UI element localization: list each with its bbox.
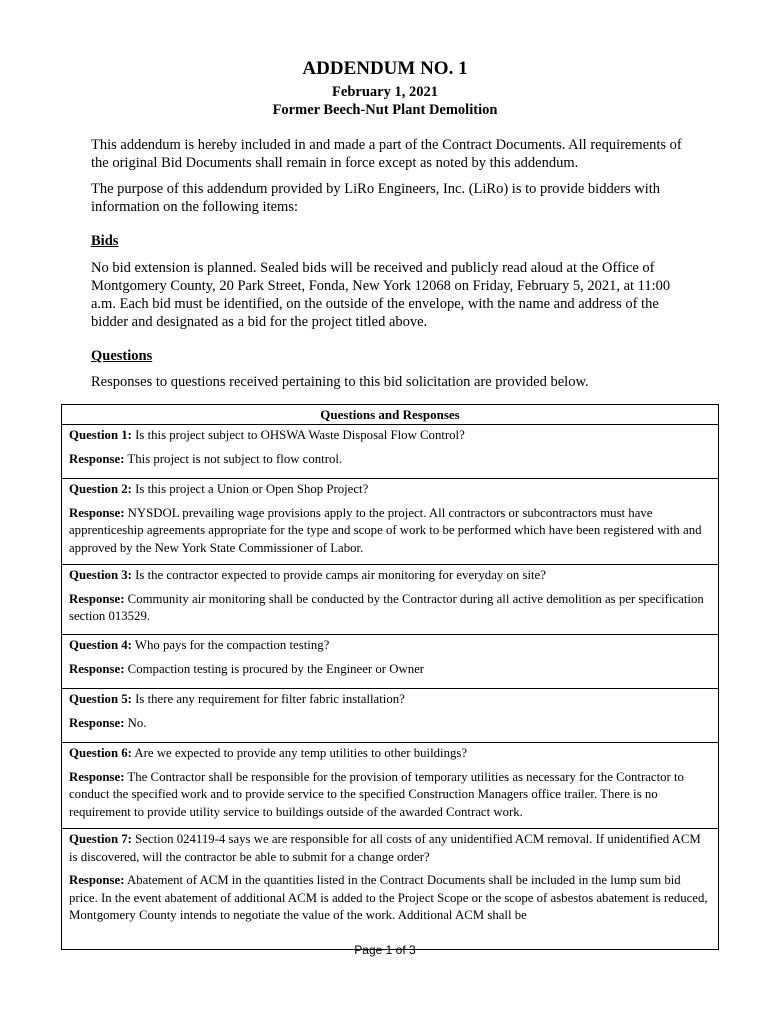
page-title: ADDENDUM NO. 1 (302, 58, 468, 79)
table-row (62, 425, 718, 479)
table-header: Questions and Responses (62, 405, 718, 425)
response-text: Response: NYSDOL prevailing wage provisions apply to the project. All contractors or subcontractors must have apprenticeship agreements appropriate for the type and scope of work to be performed which have been registered with and approved by the New York State Commissioner of Labor. (69, 505, 702, 555)
table-row (62, 743, 718, 829)
response-text: Response: No. (69, 715, 147, 730)
question-text: Question 1: Is this project subject to OHSWA Waste Disposal Flow Control? (69, 428, 465, 442)
intro-paragraph-1: This addendum is hereby included in and made a part of the Contract Documents. All requirements of the original Bid Documents shall remain in force except as noted by this addendum. (91, 137, 682, 171)
question-text: Question 4: Who pays for the compaction testing? (69, 638, 330, 652)
table-row (62, 635, 718, 689)
question-text: Question 7: Section 024119-4 says we are responsible for all costs of any unidentified ACM removal. If unidentified ACM is discovered, will the contractor be able to submit for a change order? (69, 832, 701, 864)
project-name: Former Beech-Nut Plant Demolition (272, 102, 498, 118)
table-row (62, 565, 718, 635)
intro-paragraph-2: The purpose of this addendum provided by LiRo Engineers, Inc. (LiRo) is to provide bidders with information on the following items: (91, 181, 661, 215)
questions-intro: Responses to questions received pertaining to this bid solicitation are provided below. (91, 374, 589, 390)
table-row (62, 829, 718, 930)
page-number: Page 1 of 3 (354, 943, 416, 957)
table-row (62, 689, 718, 743)
response-text: Response: This project is not subject to flow control. (69, 451, 343, 466)
response-text: Response: Abatement of ACM in the quantities listed in the Contract Documents shall be included in the lump sum bid price. In the event abatement of additional ACM is added to the Project Scope or the scope of asbestos abatement is reduced, Montgomery County intends to negotiate the value of the work. Additional ACM shall be (69, 873, 708, 922)
bids-paragraph: No bid extension is planned. Sealed bids will be received and publicly read aloud at the Office of Montgomery County, 20 Park Street, Fonda, New York 12068 on Friday, February 5, 2021, at 11:00 a.m. Each bid must be identified, on the outside of the envelope, with the name and address of the bidder and designated as a bid for the project titled above. (91, 260, 671, 330)
response-text: Response: Community air monitoring shall be conducted by the Contractor during all active demolition as per specification section 013529. (69, 591, 704, 623)
question-text: Question 6: Are we expected to provide any temp utilities to other buildings? (69, 746, 468, 760)
questions-table (61, 404, 719, 950)
document-date: February 1, 2021 (332, 84, 438, 100)
table-row (62, 479, 718, 565)
question-text: Question 5: Is there any requirement for filter fabric installation? (69, 692, 405, 706)
response-text: Response: The Contractor shall be responsible for the provision of temporary utilities as necessary for the Contractor to conduct the specified work and to provide service to the specified Construction Managers office trailer. There is no requirement to provide utility service to buildings outside of the awarded Contract work. (69, 769, 684, 819)
response-text: Response: Compaction testing is procured by the Engineer or Owner (69, 661, 425, 676)
bids-heading: Bids (91, 233, 119, 249)
question-text: Question 3: Is the contractor expected to provide camps air monitoring for everyday on site? (69, 568, 546, 582)
questions-heading: Questions (91, 348, 153, 364)
question-text: Question 2: Is this project a Union or Open Shop Project? (69, 482, 369, 496)
